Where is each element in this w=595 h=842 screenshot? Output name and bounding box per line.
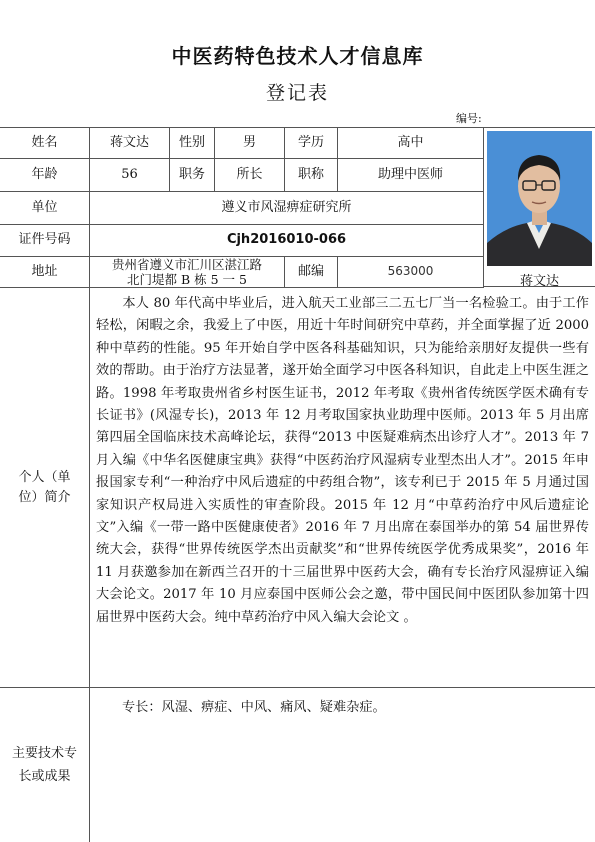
bio-label: 个人（单位）简介 — [0, 288, 90, 688]
education-value: 高中 — [338, 127, 484, 159]
registration-form — [0, 127, 595, 842]
gender-value: 男 — [215, 127, 285, 159]
photo-caption: 蒋文达 — [519, 274, 559, 289]
unit-value: 遵义市风湿痹症研究所 — [90, 192, 484, 225]
postcode-value: 563000 — [338, 257, 484, 288]
portrait-photo — [487, 131, 592, 266]
form-title: 中医药特色技术人才信息库 — [171, 44, 424, 68]
address-line-1: 贵州省遵义市汇川区湛江路 — [111, 257, 262, 272]
id-number-value: Cjh2016010-066 — [90, 225, 484, 257]
portrait-illustration — [487, 131, 592, 266]
position-label: 职务 — [170, 159, 215, 192]
bio-text: 本人 80 年代高中毕业后，进入航天工业部三二五七厂当一名检验工。由于工作轻松，闲暇之余，我爱上了中医，用近十年时间研究中草药，并全面掌握了近 2000 种中草药的性能。95 年开始自学中医各科基础知识，只为能给亲朋好友提供一些有效的帮助。由于治疗方法显著，遂开始全面学习中医各科知识，自此走上中医生涯之路。1998 年考取贵州省乡村医生证书，2012 年考取《贵州省传统医学医术确有专长证书》(风湿专长)，2013 年 12 月考取国家执业助理中医师。2013 年 5 月出席第四届全国临床技术高峰论坛，获得“2013 中医疑难病杰出诊疗人才”。2013 年 7 月入编《中华名医健康宝典》获得“中医药治疗风湿病专业型杰出人才”。2015 年申报国家专利“一种治疗中风后遗症的中药组合物”，该专利已于 2015 年 5 月通过国家知识产权局进入实质性的审查阶段。2015 年 12 月“中草药治疗中风后遗症论文”入编《一带一路中医健康使者》2016 年 7 月出席在泰国举办的第 54 届世界传统大会，获得“世界传统医学杰出贡献奖”和“世界传统医学优秀成果奖”，2016 年 11 月获邀参加在新西兰召开的十三届世界中医药大会，确有专长治疗风湿痹证入编大会论文。2017 年 10 月应泰国中医师公会之邀，带中国民间中医团队参加第十四届世界中医药大会。纯中草药治疗中风入编大会论文 。 — [90, 288, 595, 688]
age-label: 年龄 — [0, 159, 90, 192]
photo-cell — [484, 127, 595, 287]
serial-number-label: 编号: — [456, 112, 482, 125]
unit-label: 单位 — [0, 192, 90, 225]
professional-title-value: 助理中医师 — [338, 159, 484, 192]
education-label: 学历 — [285, 127, 338, 159]
address-value — [90, 257, 285, 288]
postcode-label: 邮编 — [285, 257, 338, 288]
professional-title-label: 职称 — [285, 159, 338, 192]
position-value: 所长 — [215, 159, 285, 192]
address-line-2: 北门堤都 B 栋 5 一 5 — [127, 272, 247, 287]
age-value: 56 — [90, 159, 170, 192]
address-label: 地址 — [0, 257, 90, 288]
name-value: 蒋文达 — [90, 127, 170, 159]
id-number-label: 证件号码 — [0, 225, 90, 257]
specialty-text: 专长：风湿、痹症、中风、痛风、疑难杂症。 — [122, 700, 386, 715]
form-subtitle: 登记表 — [265, 82, 329, 104]
specialty-label: 主要技术专长或成果 — [0, 688, 90, 842]
name-label: 姓名 — [0, 127, 90, 159]
gender-label: 性别 — [170, 127, 215, 159]
